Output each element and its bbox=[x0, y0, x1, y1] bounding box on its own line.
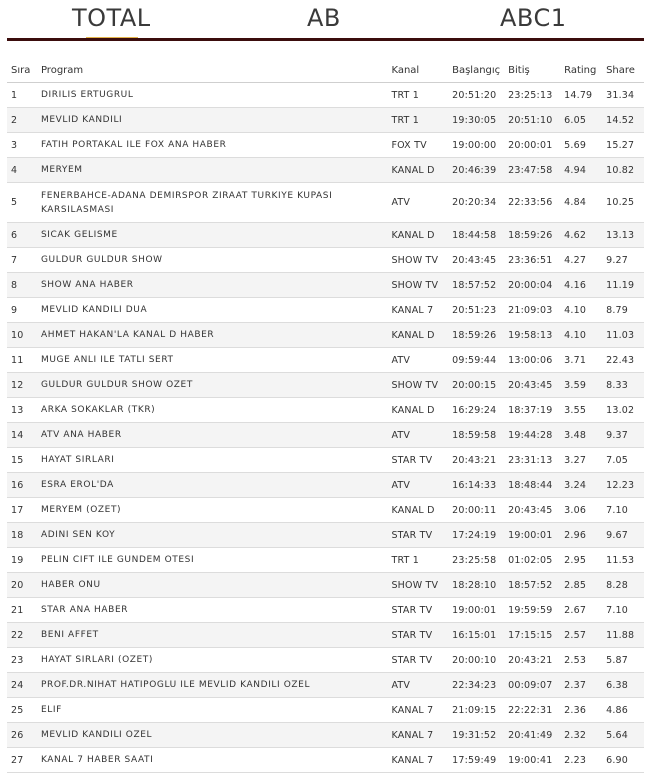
cell-rating: 2.37 bbox=[560, 673, 602, 698]
cell-sira: 10 bbox=[7, 323, 37, 348]
cell-baslangic: 19:31:52 bbox=[448, 723, 504, 748]
cell-bitis: 19:58:13 bbox=[504, 323, 560, 348]
cell-sira: 19 bbox=[7, 548, 37, 573]
cell-bitis: 23:31:13 bbox=[504, 448, 560, 473]
cell-kanal: SHOW TV bbox=[387, 373, 448, 398]
cell-program: MUGE ANLI ILE TATLI SERT bbox=[37, 348, 387, 373]
cell-sira: 4 bbox=[7, 158, 37, 183]
table-row bbox=[7, 273, 644, 298]
cell-program: ELIF bbox=[37, 698, 387, 723]
cell-sira: 9 bbox=[7, 298, 37, 323]
cell-kanal: SHOW TV bbox=[387, 248, 448, 273]
cell-bitis: 17:15:15 bbox=[504, 623, 560, 648]
cell-share: 9.27 bbox=[602, 248, 644, 273]
cell-share: 11.88 bbox=[602, 623, 644, 648]
cell-bitis: 01:02:05 bbox=[504, 548, 560, 573]
cell-sira: 25 bbox=[7, 698, 37, 723]
cell-kanal: ATV bbox=[387, 673, 448, 698]
cell-program: MEVLID KANDILI DUA bbox=[37, 298, 387, 323]
cell-rating: 2.53 bbox=[560, 648, 602, 673]
cell-baslangic: 18:57:52 bbox=[448, 273, 504, 298]
table-row bbox=[7, 158, 644, 183]
cell-sira: 20 bbox=[7, 573, 37, 598]
cell-program: KANAL 7 HABER SAATI bbox=[37, 748, 387, 773]
cell-share: 5.64 bbox=[602, 723, 644, 748]
cell-bitis: 19:00:41 bbox=[504, 748, 560, 773]
table-row bbox=[7, 448, 644, 473]
cell-rating: 2.85 bbox=[560, 573, 602, 598]
cell-kanal: STAR TV bbox=[387, 448, 448, 473]
cell-kanal: KANAL D bbox=[387, 323, 448, 348]
cell-program: GULDUR GULDUR SHOW bbox=[37, 248, 387, 273]
cell-bitis: 20:51:10 bbox=[504, 108, 560, 133]
table-row bbox=[7, 298, 644, 323]
cell-sira: 21 bbox=[7, 598, 37, 623]
cell-rating: 4.84 bbox=[560, 183, 602, 223]
table-row bbox=[7, 373, 644, 398]
table-row bbox=[7, 648, 644, 673]
cell-baslangic: 16:14:33 bbox=[448, 473, 504, 498]
cell-rating: 2.96 bbox=[560, 523, 602, 548]
cell-sira: 8 bbox=[7, 273, 37, 298]
cell-sira: 27 bbox=[7, 748, 37, 773]
cell-bitis: 20:00:04 bbox=[504, 273, 560, 298]
cell-bitis: 23:25:13 bbox=[504, 83, 560, 108]
cell-bitis: 22:22:31 bbox=[504, 698, 560, 723]
cell-rating: 4.94 bbox=[560, 158, 602, 183]
table-row bbox=[7, 423, 644, 448]
cell-kanal: KANAL D bbox=[387, 498, 448, 523]
cell-program: STAR ANA HABER bbox=[37, 598, 387, 623]
cell-program: SHOW ANA HABER bbox=[37, 273, 387, 298]
cell-kanal: STAR TV bbox=[387, 623, 448, 648]
cell-program: ATV ANA HABER bbox=[37, 423, 387, 448]
cell-rating: 3.06 bbox=[560, 498, 602, 523]
cell-share: 4.86 bbox=[602, 698, 644, 723]
cell-bitis: 18:57:52 bbox=[504, 573, 560, 598]
cell-rating: 3.24 bbox=[560, 473, 602, 498]
table-header-row bbox=[7, 58, 644, 83]
cell-sira: 18 bbox=[7, 523, 37, 548]
cell-share: 10.25 bbox=[602, 183, 644, 223]
cell-sira: 24 bbox=[7, 673, 37, 698]
table-row bbox=[7, 473, 644, 498]
table-row bbox=[7, 133, 644, 158]
table-row bbox=[7, 398, 644, 423]
cell-program: DIRILIS ERTUGRUL bbox=[37, 83, 387, 108]
col-header-kanal: Kanal bbox=[387, 58, 448, 83]
cell-kanal: TRT 1 bbox=[387, 548, 448, 573]
cell-sira: 11 bbox=[7, 348, 37, 373]
table-row bbox=[7, 723, 644, 748]
cell-rating: 2.23 bbox=[560, 748, 602, 773]
cell-sira: 6 bbox=[7, 223, 37, 248]
table-row bbox=[7, 248, 644, 273]
cell-baslangic: 19:00:00 bbox=[448, 133, 504, 158]
cell-program: FENERBAHCE-ADANA DEMIRSPOR ZIRAAT TURKIYE KUPASI KARSILASMASI bbox=[37, 183, 387, 223]
cell-sira: 14 bbox=[7, 423, 37, 448]
cell-share: 9.37 bbox=[602, 423, 644, 448]
cell-share: 13.13 bbox=[602, 223, 644, 248]
table-row bbox=[7, 498, 644, 523]
cell-share: 9.67 bbox=[602, 523, 644, 548]
cell-kanal: ATV bbox=[387, 423, 448, 448]
cell-program: ARKA SOKAKLAR (TKR) bbox=[37, 398, 387, 423]
cell-baslangic: 20:00:11 bbox=[448, 498, 504, 523]
tab-abc1[interactable]: ABC1 bbox=[500, 4, 567, 32]
cell-rating: 3.27 bbox=[560, 448, 602, 473]
cell-kanal: ATV bbox=[387, 348, 448, 373]
cell-rating: 2.32 bbox=[560, 723, 602, 748]
cell-baslangic: 19:00:01 bbox=[448, 598, 504, 623]
cell-sira: 26 bbox=[7, 723, 37, 748]
cell-kanal: KANAL D bbox=[387, 398, 448, 423]
cell-bitis: 19:00:01 bbox=[504, 523, 560, 548]
cell-rating: 4.10 bbox=[560, 323, 602, 348]
cell-rating: 4.62 bbox=[560, 223, 602, 248]
cell-kanal: TRT 1 bbox=[387, 83, 448, 108]
cell-share: 8.28 bbox=[602, 573, 644, 598]
cell-kanal: STAR TV bbox=[387, 523, 448, 548]
cell-bitis: 18:48:44 bbox=[504, 473, 560, 498]
cell-rating: 5.69 bbox=[560, 133, 602, 158]
cell-rating: 2.57 bbox=[560, 623, 602, 648]
cell-bitis: 22:33:56 bbox=[504, 183, 560, 223]
cell-program: MERYEM bbox=[37, 158, 387, 183]
cell-bitis: 23:36:51 bbox=[504, 248, 560, 273]
table-row bbox=[7, 673, 644, 698]
table-row bbox=[7, 83, 644, 108]
cell-rating: 6.05 bbox=[560, 108, 602, 133]
cell-share: 5.87 bbox=[602, 648, 644, 673]
cell-bitis: 20:41:49 bbox=[504, 723, 560, 748]
cell-share: 7.05 bbox=[602, 448, 644, 473]
cell-baslangic: 18:44:58 bbox=[448, 223, 504, 248]
tab-ab[interactable]: AB bbox=[307, 4, 341, 32]
table-row bbox=[7, 548, 644, 573]
cell-baslangic: 20:00:10 bbox=[448, 648, 504, 673]
cell-kanal: ATV bbox=[387, 473, 448, 498]
cell-bitis: 20:43:45 bbox=[504, 373, 560, 398]
cell-share: 10.82 bbox=[602, 158, 644, 183]
table-row bbox=[7, 698, 644, 723]
cell-kanal: KANAL 7 bbox=[387, 723, 448, 748]
cell-kanal: STAR TV bbox=[387, 598, 448, 623]
cell-baslangic: 18:28:10 bbox=[448, 573, 504, 598]
cell-baslangic: 20:51:23 bbox=[448, 298, 504, 323]
cell-rating: 4.10 bbox=[560, 298, 602, 323]
cell-program: PELIN CIFT ILE GUNDEM OTESI bbox=[37, 548, 387, 573]
cell-bitis: 20:43:45 bbox=[504, 498, 560, 523]
ratings-table bbox=[7, 58, 644, 773]
cell-bitis: 20:43:21 bbox=[504, 648, 560, 673]
audience-tabs bbox=[0, 0, 655, 38]
cell-program: FATIH PORTAKAL ILE FOX ANA HABER bbox=[37, 133, 387, 158]
cell-program: MEVLID KANDILI bbox=[37, 108, 387, 133]
cell-baslangic: 20:43:21 bbox=[448, 448, 504, 473]
cell-rating: 3.59 bbox=[560, 373, 602, 398]
cell-bitis: 21:09:03 bbox=[504, 298, 560, 323]
cell-rating: 14.79 bbox=[560, 83, 602, 108]
cell-baslangic: 18:59:58 bbox=[448, 423, 504, 448]
cell-sira: 13 bbox=[7, 398, 37, 423]
cell-rating: 2.36 bbox=[560, 698, 602, 723]
cell-sira: 7 bbox=[7, 248, 37, 273]
cell-baslangic: 19:30:05 bbox=[448, 108, 504, 133]
cell-baslangic: 20:46:39 bbox=[448, 158, 504, 183]
cell-program: HAYAT SIRLARI bbox=[37, 448, 387, 473]
cell-share: 12.23 bbox=[602, 473, 644, 498]
cell-kanal: ATV bbox=[387, 183, 448, 223]
cell-rating: 3.55 bbox=[560, 398, 602, 423]
cell-kanal: STAR TV bbox=[387, 648, 448, 673]
cell-bitis: 00:09:07 bbox=[504, 673, 560, 698]
cell-program: HAYAT SIRLARI (OZET) bbox=[37, 648, 387, 673]
cell-program: SICAK GELISME bbox=[37, 223, 387, 248]
cell-kanal: KANAL D bbox=[387, 223, 448, 248]
cell-baslangic: 09:59:44 bbox=[448, 348, 504, 373]
cell-baslangic: 16:29:24 bbox=[448, 398, 504, 423]
cell-sira: 15 bbox=[7, 448, 37, 473]
cell-share: 11.19 bbox=[602, 273, 644, 298]
cell-kanal: SHOW TV bbox=[387, 573, 448, 598]
cell-program: ESRA EROL'DA bbox=[37, 473, 387, 498]
cell-rating: 3.48 bbox=[560, 423, 602, 448]
cell-share: 6.38 bbox=[602, 673, 644, 698]
cell-share: 7.10 bbox=[602, 498, 644, 523]
cell-baslangic: 20:43:45 bbox=[448, 248, 504, 273]
cell-program: HABER ONU bbox=[37, 573, 387, 598]
cell-baslangic: 22:34:23 bbox=[448, 673, 504, 698]
table-row bbox=[7, 108, 644, 133]
cell-share: 22.43 bbox=[602, 348, 644, 373]
cell-baslangic: 23:25:58 bbox=[448, 548, 504, 573]
cell-program: MERYEM (OZET) bbox=[37, 498, 387, 523]
cell-bitis: 19:44:28 bbox=[504, 423, 560, 448]
cell-share: 13.02 bbox=[602, 398, 644, 423]
cell-bitis: 19:59:59 bbox=[504, 598, 560, 623]
cell-kanal: KANAL 7 bbox=[387, 298, 448, 323]
col-header-sira: Sıra bbox=[7, 58, 37, 83]
col-header-bitis: Bitiş bbox=[504, 58, 560, 83]
cell-share: 8.79 bbox=[602, 298, 644, 323]
cell-sira: 5 bbox=[7, 183, 37, 223]
cell-sira: 16 bbox=[7, 473, 37, 498]
table-row bbox=[7, 223, 644, 248]
col-header-program: Program bbox=[37, 58, 387, 83]
cell-baslangic: 20:51:20 bbox=[448, 83, 504, 108]
cell-share: 11.53 bbox=[602, 548, 644, 573]
cell-share: 11.03 bbox=[602, 323, 644, 348]
table-row bbox=[7, 348, 644, 373]
table-row bbox=[7, 523, 644, 548]
cell-baslangic: 20:00:15 bbox=[448, 373, 504, 398]
cell-sira: 22 bbox=[7, 623, 37, 648]
table-row bbox=[7, 573, 644, 598]
cell-bitis: 23:47:58 bbox=[504, 158, 560, 183]
cell-baslangic: 21:09:15 bbox=[448, 698, 504, 723]
cell-share: 31.34 bbox=[602, 83, 644, 108]
cell-bitis: 18:59:26 bbox=[504, 223, 560, 248]
cell-rating: 2.95 bbox=[560, 548, 602, 573]
table-row bbox=[7, 323, 644, 348]
cell-rating: 4.16 bbox=[560, 273, 602, 298]
cell-kanal: TRT 1 bbox=[387, 108, 448, 133]
cell-share: 8.33 bbox=[602, 373, 644, 398]
cell-baslangic: 18:59:26 bbox=[448, 323, 504, 348]
header-divider bbox=[7, 38, 644, 41]
cell-sira: 12 bbox=[7, 373, 37, 398]
table-row bbox=[7, 183, 644, 223]
cell-kanal: KANAL 7 bbox=[387, 698, 448, 723]
cell-share: 15.27 bbox=[602, 133, 644, 158]
cell-sira: 1 bbox=[7, 83, 37, 108]
cell-kanal: SHOW TV bbox=[387, 273, 448, 298]
cell-kanal: KANAL D bbox=[387, 158, 448, 183]
cell-share: 14.52 bbox=[602, 108, 644, 133]
cell-rating: 2.67 bbox=[560, 598, 602, 623]
cell-baslangic: 17:24:19 bbox=[448, 523, 504, 548]
cell-program: GULDUR GULDUR SHOW OZET bbox=[37, 373, 387, 398]
table-row bbox=[7, 748, 644, 773]
cell-baslangic: 16:15:01 bbox=[448, 623, 504, 648]
cell-share: 6.90 bbox=[602, 748, 644, 773]
cell-program: AHMET HAKAN'LA KANAL D HABER bbox=[37, 323, 387, 348]
cell-bitis: 13:00:06 bbox=[504, 348, 560, 373]
cell-sira: 3 bbox=[7, 133, 37, 158]
cell-sira: 17 bbox=[7, 498, 37, 523]
col-header-rating: Rating bbox=[560, 58, 602, 83]
cell-rating: 4.27 bbox=[560, 248, 602, 273]
cell-baslangic: 17:59:49 bbox=[448, 748, 504, 773]
cell-rating: 3.71 bbox=[560, 348, 602, 373]
tab-total[interactable]: TOTAL bbox=[72, 4, 151, 32]
cell-bitis: 18:37:19 bbox=[504, 398, 560, 423]
cell-program: MEVLID KANDILI OZEL bbox=[37, 723, 387, 748]
cell-baslangic: 20:20:34 bbox=[448, 183, 504, 223]
cell-sira: 23 bbox=[7, 648, 37, 673]
col-header-baslangic: Başlangıç bbox=[448, 58, 504, 83]
table-row bbox=[7, 598, 644, 623]
cell-sira: 2 bbox=[7, 108, 37, 133]
col-header-share: Share bbox=[602, 58, 644, 83]
cell-program: ADINI SEN KOY bbox=[37, 523, 387, 548]
cell-share: 7.10 bbox=[602, 598, 644, 623]
table-row bbox=[7, 623, 644, 648]
cell-bitis: 20:00:01 bbox=[504, 133, 560, 158]
cell-kanal: FOX TV bbox=[387, 133, 448, 158]
cell-program: BENI AFFET bbox=[37, 623, 387, 648]
cell-kanal: KANAL 7 bbox=[387, 748, 448, 773]
cell-program: PROF.DR.NIHAT HATIPOGLU ILE MEVLID KANDILI OZEL bbox=[37, 673, 387, 698]
